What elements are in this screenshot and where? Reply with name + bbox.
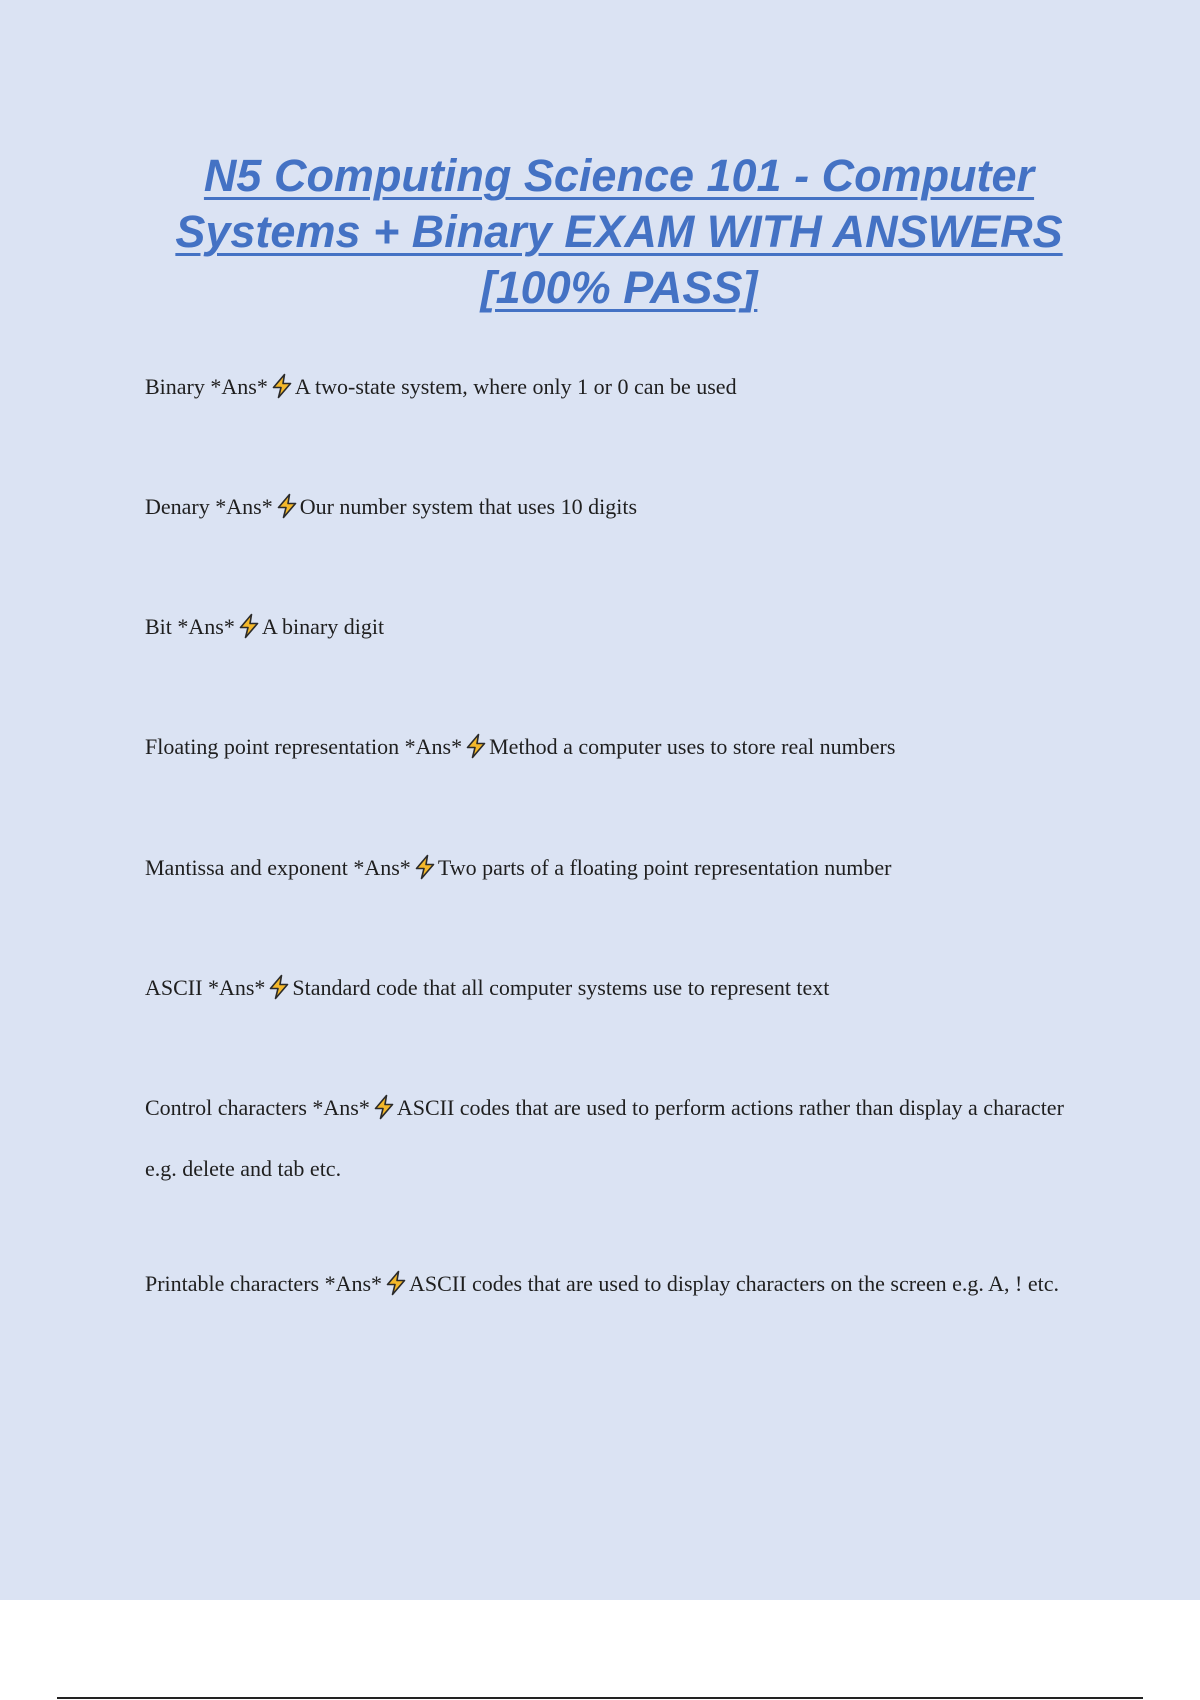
entry-answer: Our number system that uses 10 digits <box>299 494 638 519</box>
qa-entry <box>145 837 1085 898</box>
qa-entry <box>145 957 1085 1018</box>
entry-answer: Standard code that all computer systems use to represent text <box>292 975 830 1000</box>
entry-answer: A two-state system, where only 1 or 0 can be used <box>294 374 737 399</box>
entry-answer: ASCII codes that are used to display characters on the screen e.g. A, ! etc. <box>409 1271 1060 1296</box>
entry-answer: A binary digit <box>261 614 385 639</box>
entry-term: ASCII <box>145 975 203 1000</box>
qa-entry <box>145 716 1085 777</box>
entry-term: Mantissa and exponent <box>145 855 348 880</box>
lightning-bolt-icon <box>384 1270 408 1296</box>
answer-marker: *Ans* <box>353 855 411 880</box>
lightning-bolt-icon <box>267 974 291 1000</box>
answer-marker: *Ans* <box>312 1095 370 1120</box>
qa-entry <box>145 476 1085 537</box>
footer-divider <box>57 1697 1143 1699</box>
entry-term: Binary <box>145 374 205 399</box>
entry-term: Printable characters <box>145 1271 320 1296</box>
answer-marker: *Ans* <box>210 374 268 399</box>
entry-term: Control characters <box>145 1095 307 1120</box>
entry-term: Denary <box>145 494 210 519</box>
entry-term: Bit <box>145 614 172 639</box>
lightning-bolt-icon <box>464 733 488 759</box>
lightning-bolt-icon <box>270 373 294 399</box>
entry-term: Floating point representation <box>145 734 400 759</box>
page-title: N5 Computing Science 101 - Computer Systems + Binary EXAM WITH ANSWERS [100% PASS] <box>175 150 1063 313</box>
answer-marker: *Ans* <box>177 614 235 639</box>
qa-entry <box>145 596 1085 657</box>
answer-marker: *Ans* <box>215 494 273 519</box>
answer-marker: *Ans* <box>404 734 463 759</box>
entry-answer: Method a computer uses to store real numbers <box>489 734 896 759</box>
answer-marker: *Ans* <box>324 1271 383 1296</box>
qa-entry <box>145 356 1085 417</box>
answer-marker: *Ans* <box>207 975 266 1000</box>
lightning-bolt-icon <box>372 1094 396 1120</box>
entry-answer: Two parts of a floating point representation number <box>437 855 892 880</box>
qa-entry <box>145 1077 1085 1199</box>
qa-entry <box>145 1253 1085 1314</box>
entry-answer: ASCII codes that are used to perform actions rather than display a character e.g. delete and tab etc. <box>145 1095 1064 1181</box>
lightning-bolt-icon <box>275 493 299 519</box>
lightning-bolt-icon <box>237 613 261 639</box>
lightning-bolt-icon <box>413 854 437 880</box>
